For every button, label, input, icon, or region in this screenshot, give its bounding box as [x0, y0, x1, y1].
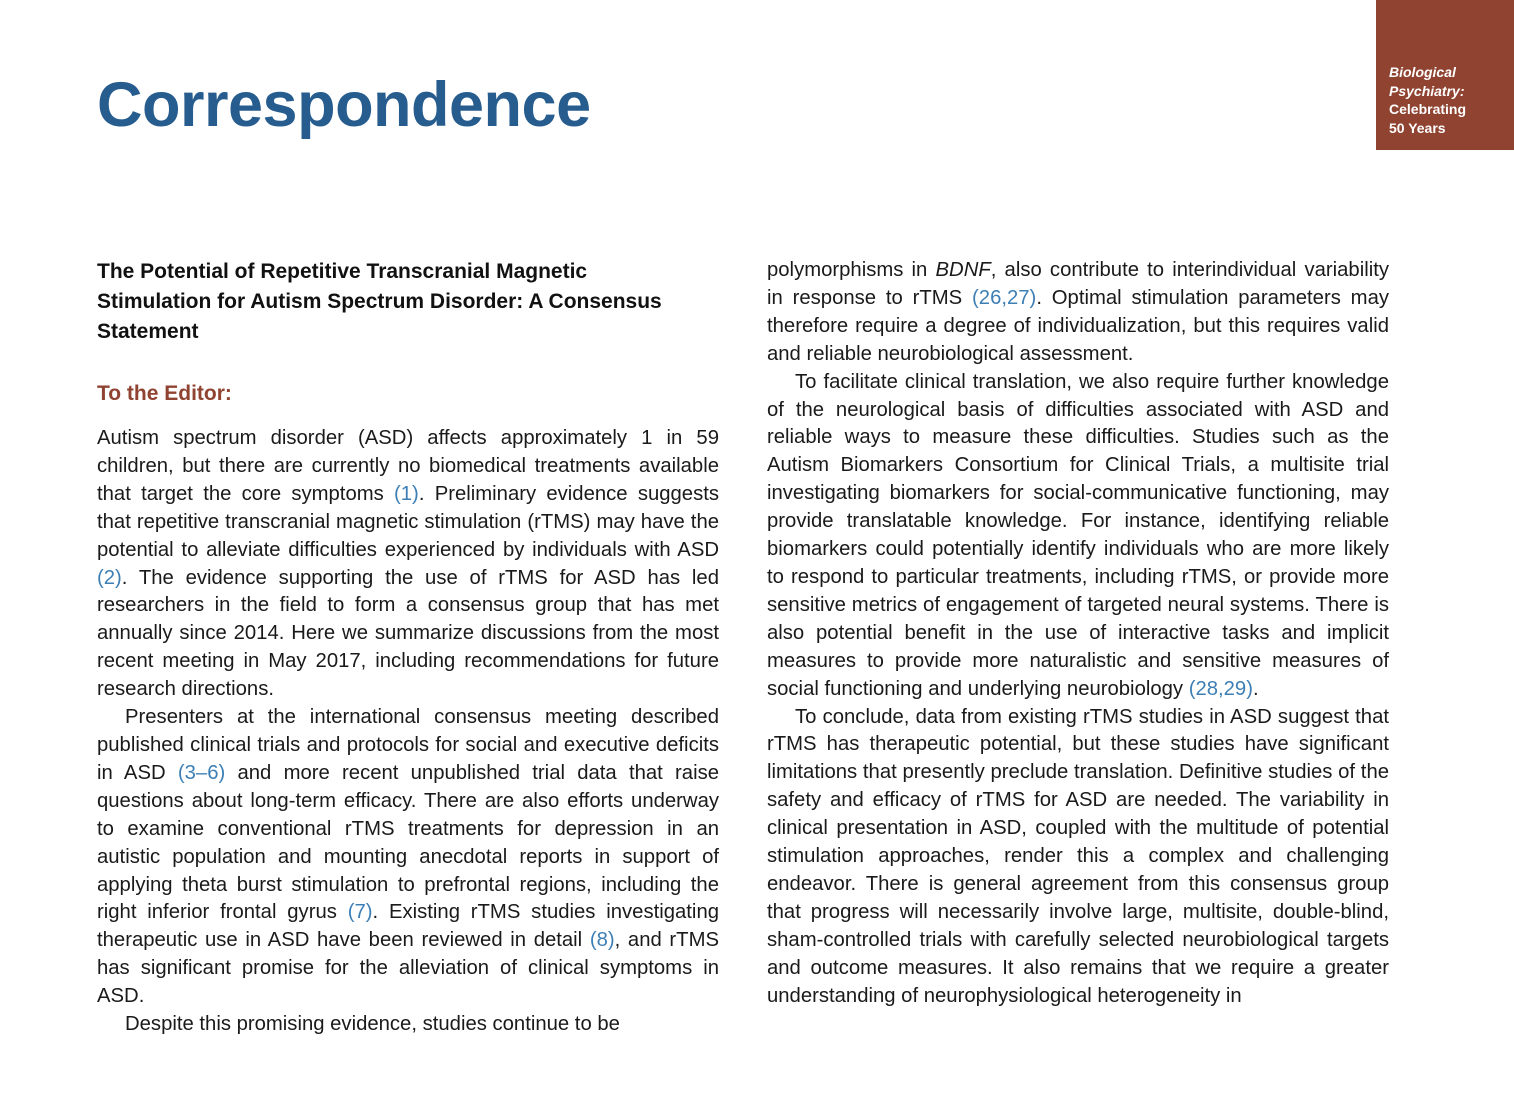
right-column [767, 257, 1389, 1010]
paragraph-conclusion [767, 704, 1389, 1011]
gene-name: BDNF [935, 259, 991, 281]
journal-anniversary-badge [1376, 0, 1514, 150]
text-run: Despite this promising evidence, studies continue to be [125, 1013, 620, 1036]
text-run: and more recent unpublished trial data that raise questions about long-term efficacy. There are also efforts underway to examine conventional rTMS treatments for depression in an autistic population and mounting anecdotal reports in support of applying theta burst stimulation to prefrontal regions, including the right inferior frontal gyrus [97, 761, 719, 924]
reference-link[interactable]: (2) [97, 566, 122, 589]
badge-line-1: Biological [1389, 64, 1456, 80]
text-run: Autism spectrum disorder (ASD) affects approximately 1 in 59 children, but there are currently no biomedical treatments available that target the core symptoms [97, 427, 719, 505]
text-run: . The evidence supporting the use of rTMS for ASD has led researchers in the field to form a consensus group that has met annually since 2014. Here we summarize discussions from the most recent meeting in May 2017, including recommendations for future research directions. [97, 566, 719, 701]
badge-line-3: Celebrating [1389, 101, 1467, 117]
salutation: To the Editor: [97, 382, 232, 405]
text-run: polymorphisms in [767, 259, 936, 281]
text-run: . Preliminary evidence suggests that repetitive transcranial magnetic stimulation (rTMS) may have the potential to alleviate difficulties experienced by individuals with ASD [97, 482, 719, 561]
text-run: To facilitate clinical translation, we also require further knowledge of the neurological basis of difficulties associated with ASD and reliable ways to measure these difficulties. Studies such as the Autism Biomarkers Consortium for Clinical Trials, a multisite trial investigating biomarkers for social-communicative functioning, may provide translatable knowledge. For instance, identifying reliable biomarkers could potentially identify individuals who are more likely to respond to particular treatments, including rTMS, or provide more sensitive metrics of engagement of targeted neural systems. There is also potential benefit in the use of interactive tasks and implicit measures to provide more naturalistic and sensitive measures of social functioning and underlying neurobiology [767, 370, 1389, 700]
reference-link[interactable]: (28,29) [1188, 677, 1253, 700]
paragraph-presenters [97, 704, 719, 1011]
reference-link[interactable]: (8) [589, 929, 615, 952]
paragraph-intro [97, 425, 719, 704]
badge-line-2: Psychiatry: [1389, 82, 1465, 99]
text-run: Presenters at the international consensus meeting described published clinical trials and protocols for social and executive deficits in ASD [97, 706, 719, 784]
left-column [97, 257, 719, 1039]
reference-link[interactable]: (3–6) [177, 761, 226, 784]
text-run: , and rTMS has significant promise for the alleviation of clinical symptoms in ASD. [97, 929, 719, 1008]
text-run: , also contribute to interindividual variability in response to rTMS [767, 259, 1389, 309]
reference-link[interactable]: (7) [347, 901, 373, 924]
section-title: Correspondence [97, 70, 591, 140]
reference-link[interactable]: (26,27) [972, 286, 1037, 309]
reference-link[interactable]: (1) [394, 482, 419, 505]
paragraph-despite [97, 1011, 719, 1039]
badge-line-4: 50 Years [1389, 119, 1446, 136]
text-run: . [1252, 677, 1259, 700]
text-run: To conclude, data from existing rTMS studies in ASD suggest that rTMS has therapeutic potential, but these studies have significant limitations that presently preclude translation. Definitive studies of the safety and efficacy of rTMS for ASD are needed. The variability in clinical presentation in ASD, coupled with the multitude of potential stimulation approaches, render this a complex and challenging endeavor. There is general agreement from this consensus group that progress will necessarily involve large, multisite, double-blind, sham-controlled trials with carefully selected neurobiological targets and outcome measures. It also remains that we require a greater understanding of neurophysiological heterogeneity in [767, 705, 1389, 1007]
paragraph-polymorphisms [767, 257, 1389, 369]
text-run: . Optimal stimulation parameters may therefore require a degree of individualization, but this requires valid and reliable neurobiological assessment. [767, 286, 1389, 365]
article-title: The Potential of Repetitive Transcranial Magnetic Stimulation for Autism Spectrum Disorder: A Consensus Statement [97, 260, 662, 343]
paragraph-clinical-translation [767, 369, 1389, 704]
text-run: . Existing rTMS studies investigating therapeutic use in ASD have been reviewed in detail [97, 901, 719, 952]
